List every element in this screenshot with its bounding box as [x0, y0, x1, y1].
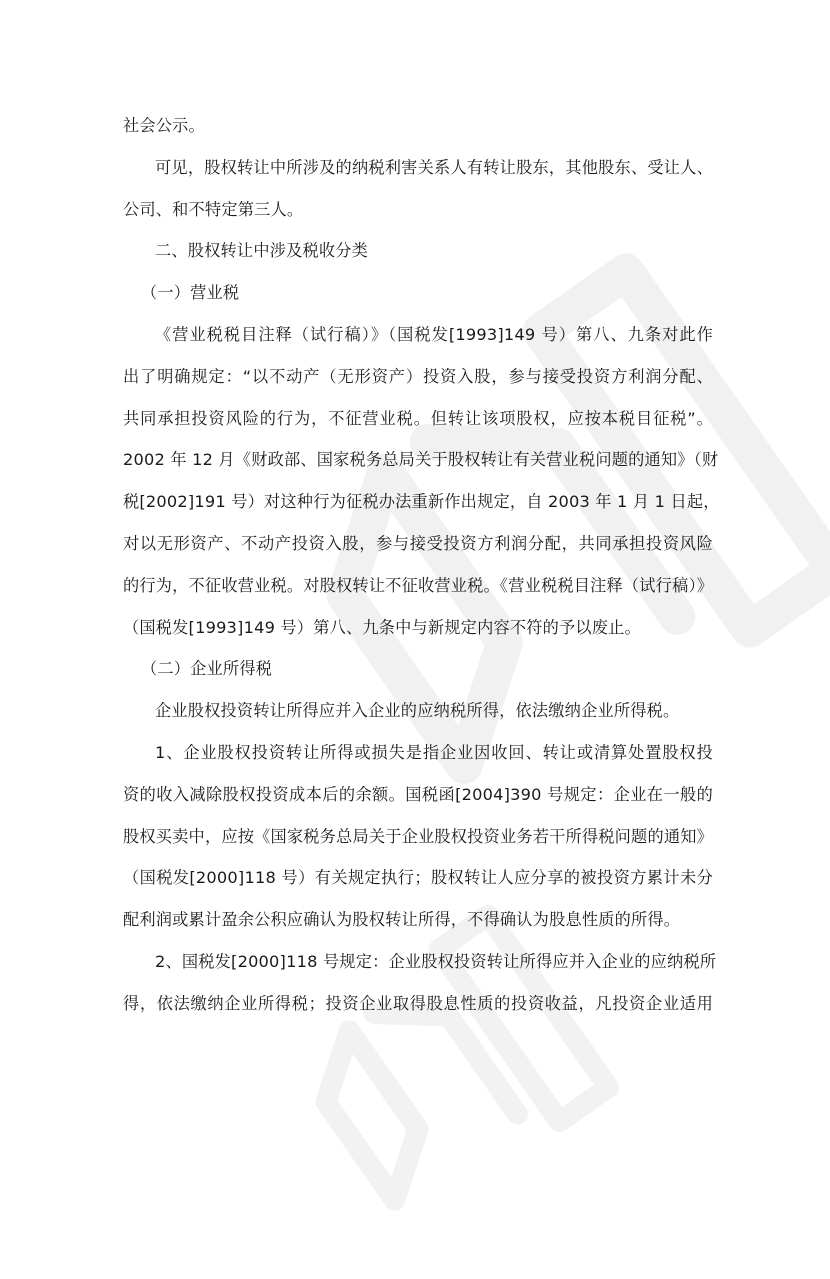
text-line: 股权买卖中，应按《国家税务总局关于企业股权投资业务若干所得税问题的通知》	[123, 826, 713, 846]
document-body	[123, 105, 720, 1025]
text-line: 出了明确规定：“以不动产（无形资产）投资入股，参与接受投资方利润分配、	[123, 366, 713, 386]
section-heading: 二、股权转让中涉及税收分类	[155, 241, 369, 261]
text-line: 公司、和不特定第三人。	[123, 199, 304, 219]
text-line: 2、国税发[2000]118 号规定：企业股权投资转让所得应并入企业的应纳税所	[155, 951, 717, 971]
text-line: 对以无形资产、不动产投资入股，参与接受投资方利润分配，共同承担投资风险	[123, 533, 713, 553]
text-line: 2002 年 12 月《财政部、国家税务总局关于股权转让有关营业税问题的通知》（财	[123, 450, 719, 470]
subsection-heading: （一）营业税	[141, 283, 240, 303]
text-line: （国税发[1993]149 号）第八、九条中与新规定内容不符的予以废止。	[123, 617, 641, 637]
text-line: 资的收入减除股权投资成本后的余额。国税函[2004]390 号规定：企业在一般的	[123, 784, 713, 804]
text-line: 可见，股权转让中所涉及的纳税利害关系人有转让股东，其他股东、受让人、	[155, 157, 713, 177]
text-line: 《营业税税目注释（试行稿）》（国税发[1993]149 号）第八、九条对此作	[155, 324, 713, 344]
text-line: 配利润或累计盈余公积应确认为股权转让所得，不得确认为股息性质的所得。	[123, 910, 681, 930]
text-line: 得，依法缴纳企业所得税；投资企业取得股息性质的投资收益，凡投资企业适用	[123, 993, 713, 1013]
text-line: 企业股权投资转让所得应并入企业的应纳税所得，依法缴纳企业所得税。	[155, 701, 680, 721]
text-line: 税[2002]191 号）对这种行为征税办法重新作出规定，自 2003 年 1 月 1 日起，	[123, 492, 720, 512]
text-line: 1、企业股权投资转让所得或损失是指企业因收回、转让或清算处置股权投	[155, 742, 713, 762]
text-line: （国税发[2000]118 号）有关规定执行；股权转让人应分享的被投资方累计未分	[123, 868, 713, 888]
text-line: 社会公示。	[123, 116, 205, 135]
text-line: 的行为，不征收营业税。对股权转让不征收营业税。《营业税税目注释（试行稿）》	[123, 575, 714, 595]
text-line: 共同承担投资风险的行为，不征营业税。但转让该项股权，应按本税目征税”。	[123, 408, 713, 428]
subsection-heading: （二）企业所得税	[141, 659, 273, 679]
